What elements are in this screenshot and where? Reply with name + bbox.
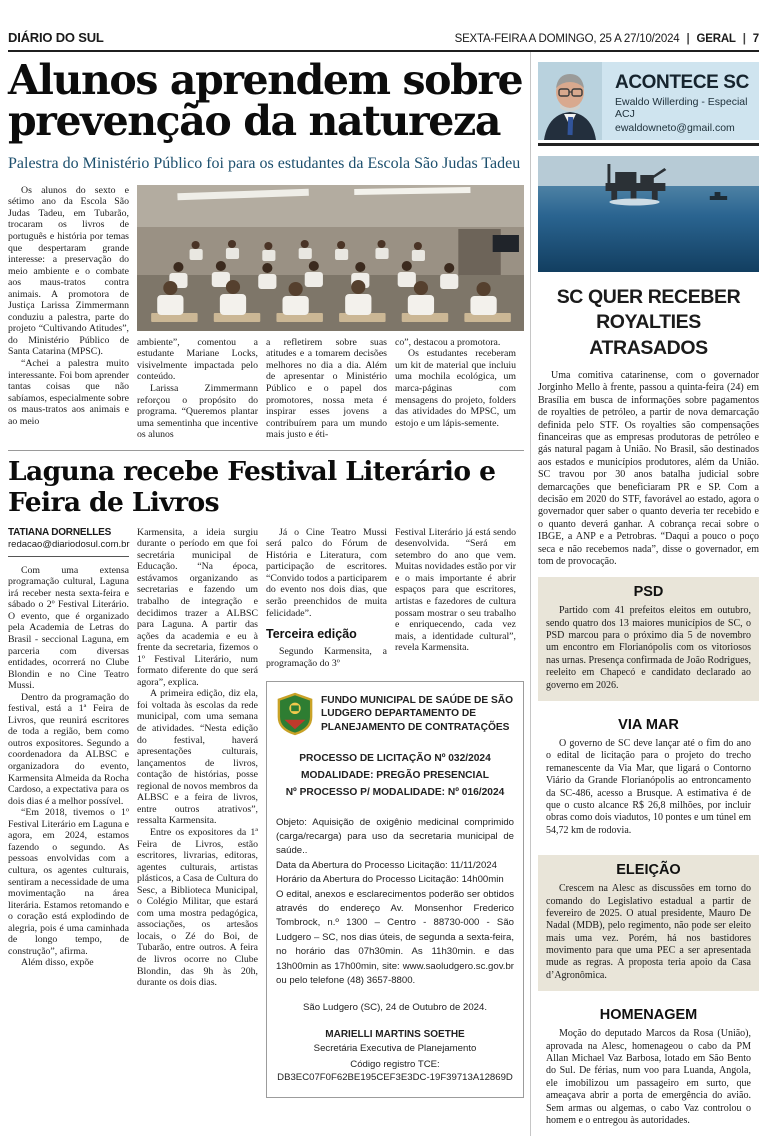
terceira-edicao-subhead: Terceira edição <box>266 627 357 642</box>
paragraph: co”, destacou a promotora. <box>395 336 501 348</box>
legal-notice-box <box>266 681 524 1097</box>
byline <box>8 527 129 557</box>
paragraph: Os alunos do sexto e sétimo ano da Escola São Judas Tadeu, em Tubarão, trocaram os livros de português e história por temas que despertaram grande interesse: a preservação do meio ambiente e o combate aos maus-tratos contra animais. A promotora de Justiça Larissa Zimmermann conduziu a palestra, parte do projeto “Cultivando Atitudes”, do Ministério Público de Santa Catarina (MPSC). <box>8 184 129 358</box>
classroom-photo-illustration <box>137 185 524 331</box>
article-column-4 <box>395 337 516 441</box>
paragraph: Karmensita, a ideia surgiu durante o período em que foi secretária municipal de Educação. “Na época, estávamos organizando as secretarias e fazendo um trabalho de integração e decidimos trazer a ALBSC para Laguna. A partir das ações da academia e eu à frente da secretaria, fizemos o 1º Festival Literário, num formato diferente do que será agora”, explica. <box>137 526 258 688</box>
acontece-sc-header <box>538 62 759 140</box>
laguna-article <box>8 456 524 1098</box>
notice-body-line: Objeto: Aquisição de oxigênio medicinal comprimido (carga/recarga) para uso da secretaria municipal de saúde.. <box>276 816 514 857</box>
paragraph: Os estudantes receberam um kit de material que incluiu uma mochila ecológica, um marca-páginas com mensagens do projeto, folders das atividades do MPSC, um estojo e um lápis-semente. <box>395 348 516 429</box>
section-title: ELEIÇÃO <box>616 862 681 879</box>
laguna-column-1 <box>8 527 129 1098</box>
coat-of-arms-icon <box>276 692 314 736</box>
byline-author: TATIANA DORNELLES <box>8 526 112 538</box>
paper-name: DIÁRIO DO SUL <box>8 30 104 45</box>
sidebar-section-psd <box>538 577 759 701</box>
acontece-email: ewaldowneto@gmail.com <box>615 122 735 134</box>
laguna-article-body <box>8 527 524 1098</box>
sidebar-section-eleicao <box>538 855 759 991</box>
main-subhead: Palestra do Ministério Público foi para os estudantes da Escola São Judas Tadeu <box>8 154 521 172</box>
columnist-photo <box>538 62 602 140</box>
notice-body <box>276 816 514 989</box>
section-title: HOMENAGEM <box>599 1007 698 1024</box>
paragraph: Além disso, expõe <box>21 957 94 969</box>
page-content <box>8 52 759 1136</box>
process-line: PROCESSO DE LICITAÇÃO Nº 032/2024 <box>299 753 491 765</box>
acontece-text-block <box>602 62 759 140</box>
section-body: Moção do deputado Marcos da Rosa (União), aprovada na Alesc, homenageou o cabo da PM Allan Michael Vaz Barbosa, lotado em São Bento do Sul. De férias, num voo para Luanda, Angola, ele imobilizou um passageiro em surto, que ameaçava abrir a porta de emergência do avião. Sem armas ou algemas, o cabo Vaz controlou o homem e o entregou às autoridades. <box>546 1028 751 1126</box>
acontece-author: Ewaldo Willerding - Especial ACJ <box>615 96 748 120</box>
notice-registry-code: Código registro TCE: DB3EC07F0F62BE195CEF3E3DC-19F39713A12869D <box>277 1058 513 1084</box>
paragraph: Já o Cine Teatro Mussi será palco do Fórum de História e Literatura, com participação de escritores. “Convido todos a participarem do evento nos dois dias, que serão preenchidos de muita felicidade”. <box>266 526 387 619</box>
notice-body-line: Data da Abertura do Processo Licitação: 11/11/2024 <box>276 859 497 871</box>
paragraph: “Em 2018, tivemos o 1º Festival Literário em Laguna e agora, em 2024, estamos fazendo o segundo. As pessoas envolvidas com a cultura, os agentes culturais, sentiram a necessidade de uma movimentação na área literária. Estamos retomando e o coração está explodindo de alegria, pois é uma caminhada de longo tempo, de construção”, afirma. <box>8 807 129 957</box>
offshore-oil-platform-photo <box>538 156 759 272</box>
paragraph: Entre os expositores da 1ª Feira de Livros, estão escritores, livrarias, editoras, agentes culturais, artistas plásticos, a Casa de Cultura do Sesc, a Biblioteca Municipal, o Colégio Militar, que estará com uma mostra pedagógica, associações, os artesãos locais, o Zé do Boi, de Tubarão, entre outros. A feira de livros ocorre no Clube Blondin, das 9h às 20h, durante os dois dias. <box>137 826 258 989</box>
notice-signer-title: Secretária Executiva de Planejamento <box>313 1043 477 1055</box>
article-column-2 <box>137 337 258 441</box>
main-article <box>8 56 524 441</box>
notice-date: São Ludgero (SC), 24 de Outubro de 2024. <box>302 1002 487 1014</box>
article-column-3 <box>266 337 387 441</box>
masthead-separator: | <box>686 33 690 45</box>
laguna-columns-3-4 <box>266 527 524 1098</box>
edition-date: SEXTA-FEIRA A DOMINGO, 25 A 27/10/2024 <box>454 33 680 45</box>
section-body: Crescem na Alesc as discussões em torno do comando do Legislativo estadual a partir de fevereiro de 2025. O atual presidente, Mauro De Nadal (MDB), pelo regimento, não pode ser eleito mais uma vez. Porém, há nos bastidores movimento para que uma PEC a ser apresentada mude as regras. A proposta teria apoio da Casa d’Agronômica. <box>546 883 751 981</box>
laguna-columns-3-4-text <box>266 527 524 669</box>
page-number: 7 <box>752 33 759 45</box>
acontece-title: ACONTECE SC <box>615 72 749 93</box>
royalties-headline: SC QUER RECEBER ROYALTIES ATRASADOS <box>556 286 741 359</box>
photo-and-columns <box>137 185 524 441</box>
acontece-divider-rule <box>538 143 759 146</box>
notice-organization: FUNDO MUNICIPAL DE SAÚDE DE SÃO LUDGERO DEPARTAMENTO DE PLANEJAMENTO DE CONTRATAÇÕES <box>321 695 514 733</box>
paragraph: “Achei a palestra muito interessante. Foi bom aprender tantas coisas que não sabíamos, especialmente sobre os maus-tratos aos animais e ao meio <box>8 358 129 427</box>
paragraph: A primeira edição, diz ela, foi voltada às escolas da rede municipal, com uma semana de atividades. “Nesta edição do festival, haverá apresentações culturais, lançamentos de livros, contação de histórias, posse regional de novos membros da ALBSC e a feira de livros, entre outros atrativos”, ressalta Karmensita. <box>137 688 258 827</box>
classroom-students-photo <box>137 185 524 331</box>
section-label: GERAL <box>696 33 736 45</box>
paragraph: ambiente”, comentou a estudante Mariane Locks, visivelmente impactada pelo conteúdo. <box>137 336 258 383</box>
laguna-column-3 <box>266 527 387 669</box>
paragraph: a refletirem sobre suas atitudes e a tomarem decisões melhores no dia a dia. Além de apresentar o Ministério Público e o papel dos promotores, nossa meta é inspirar esses jovens a contribuírem para um mundo mais justo e éti- <box>266 336 387 441</box>
paragraph: Segundo Karmensita, a programação do 3º <box>266 646 387 669</box>
notice-signer-name: MARIELLI MARTINS SOETHE <box>325 1029 465 1041</box>
sidebar-section-via-mar <box>538 710 759 846</box>
laguna-headline: Laguna recebe Festival Literário e Feira de Livros <box>8 455 496 518</box>
section-body: O governo de SC deve lançar até o fim do ano o edital de licitação para o projeto do trecho remanescente da Via Mar, que ligará o Contorno Viário da Grande Florianópolis ao entroncamento da SC-486, acesso a Brusque. A estimativa é de que o custo alcance R$ 26,8 milhões, por incluir obras como dois viadutos, 10 pontes e um túnel em 54,72 km de rodovia. <box>546 738 751 836</box>
byline-email: redacao@diariodosul.com.br <box>8 538 130 550</box>
paragraph: Dentro da programação do festival, está a 1ª Feira de Livros, que reunirá escritores de toda a região, bem como outros expositores. Segundo a coordenadora da ALBSC e organizadora do evento, Karmensita Almeida da Rocha Cardoso, a expectativa para os dois dias é a melhor possível. <box>8 691 129 807</box>
paragraph: Com uma extensa programação cultural, Laguna irá receber nesta sexta-feira e sábado o 2º Festival Literário. O evento, que é organizado pela Academia de Letras do Brasil - seccional Laguna, em parceria com diversas entidades, ocorrerá no Clube Blondin e no Cine Teatro Mussi. <box>8 564 129 692</box>
notice-body-line: Horário da Abertura do Processo Licitação: 14h00min <box>276 874 504 886</box>
section-title: VIA MAR <box>618 717 679 734</box>
sidebar-acontece-sc <box>530 52 759 1136</box>
laguna-column-2 <box>137 527 258 1098</box>
section-body: Partido com 41 prefeitos eleitos em outubro, sendo quatro dos 13 maiores municípios de SC, o PSD marcou para o próximo dia 5 de novembro um encontro em Florianópolis com os vitoriosos nas urnas. Presença confirmada de João Rodrigues, reeleito em Chapecó e candidato declarado ao governo em 2026. <box>546 605 751 691</box>
process-line: MODALIDADE: PREGÃO PRESENCIAL <box>301 770 489 782</box>
masthead-separator: | <box>742 33 746 45</box>
royalties-body: Uma comitiva catarinense, com o governador Jorginho Mello à frente, passou a quinta-feira (24) em Brasília em busca de informações sobre pagamentos de royalties de petróleo, a partir de nova demarcação definida pelo STF. Os royalties são compensações financeiras que as empresas produtoras de petróleo e gás natural pagam à União. No Brasil, são destinados aos estados e municípios produtores, além da União. SC travou por 30 anos batalha judicial sobre demarcações que beneficiaram PR e SP. Com a decisão em 2020 do STF, favorável ao estado, agora o governador quer saber o quanto deveria ter recebido e o quanto deverá ganhar. A cobrança recai sobre o IBGE, a ANP e a Petrobras. “Daqui a pouco o poço seca e não recebemos nada”, disse o governador, em tom de provocação. <box>538 370 759 567</box>
paragraph: Larissa Zimmermann reforçou o propósito do programa. “Queremos plantar uma sementinha que incentive os alunos <box>137 383 258 441</box>
notice-header <box>276 692 514 736</box>
article-divider <box>8 450 524 451</box>
article-column-1 <box>8 185 129 441</box>
notice-process-lines <box>276 751 514 801</box>
main-article-body <box>8 185 524 441</box>
masthead <box>8 0 759 52</box>
sidebar-section-homenagem <box>538 1000 759 1136</box>
process-line: Nº PROCESSO P/ MODALIDADE: Nº 016/2024 <box>285 786 505 798</box>
main-headline: Alunos aprendem sobre prevenção da natureza <box>8 56 523 146</box>
paragraph: Festival Literário já está sendo desenvolvida. “Será em setembro do ano que vem. Muitas novidades estão por vir e o mais importante é abrir espaços para que escritores, artistas e fazedores de cultura possam mostrar o seu trabalho e enriquecendo, cada vez mais, a identidade cultural”, revela Karmensita. <box>395 526 516 654</box>
edition-info <box>455 33 759 45</box>
laguna-column-4 <box>395 527 516 669</box>
notice-body-line: O edital, anexos e esclarecimentos poderão ser obtidos através do endereço Av. Monsenhor Frederico Tombrock, n.º 1300 – Centro - 88730-000 - São Ludgero – SC, nos dias úteis, de segunda a sexta-feira, no horário das 07h30min. As 11h30min. e das 13h00min as 17h00min, site: www.saoludgero.sc.gov.br ou pelo telefone (48) 3657-8800. <box>276 888 514 986</box>
main-article-columns-2-4 <box>137 337 524 441</box>
main-column <box>8 52 524 1136</box>
section-title: PSD <box>633 584 664 601</box>
